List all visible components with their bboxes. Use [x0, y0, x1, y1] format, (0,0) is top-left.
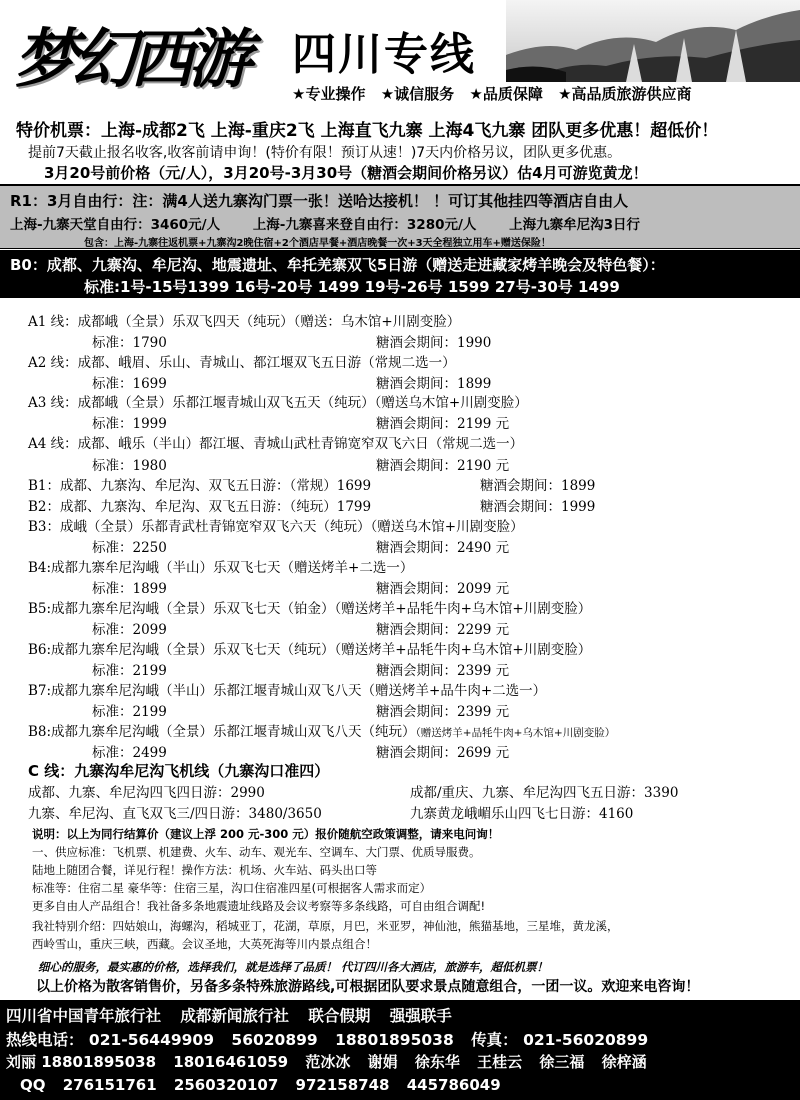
agency-list	[6, 1004, 466, 1026]
b0-prices: 标准:1号-15号1399 16号-20号 1499 19号-26号 1599 27号-30号 1499	[84, 278, 620, 296]
r1-items	[10, 213, 668, 233]
itinerary-title-gift: （赠送烤羊+品牦牛肉+乌木馆+川剧变脸）	[415, 727, 616, 739]
itinerary-title: A2 线：成都、峨眉、乐山、青城山、都江堰双飞五日游（常规二选一）	[28, 355, 456, 371]
note-line: 西岭雪山，重庆三峡，西藏。会议圣地，大英死海等川内景点组合！	[32, 937, 377, 951]
agency-name: 成都新闻旅行社	[180, 1007, 289, 1025]
waterfall-scenery-image	[506, 0, 800, 82]
itinerary-title-main: B8:成都九寨牟尼沟峨（全景）乐都江堰青城山双飞八天（纯玩）	[28, 724, 416, 740]
c-line-item: 成都、九寨、牟尼沟四飞四日游：2990	[28, 785, 265, 801]
qq-label: QQ	[20, 1076, 46, 1094]
itinerary-sugar-price: 糖酒会期间：1899	[376, 376, 492, 392]
itinerary-sugar-price: 糖酒会期间：1899	[480, 478, 596, 494]
contact-entry: 王桂云	[477, 1053, 523, 1071]
contact-entry: 徐梓涵	[601, 1053, 647, 1071]
r1-item: 上海-九寨天堂自由行：3460元/人	[10, 217, 221, 233]
note-line: 说明：以上为同行结算价（建议上浮 200 元-300 元）报价随航空政策调整，请来电问询！	[32, 827, 500, 841]
r1-heading: R1：3月自由行：注：满4人送九寨沟门票一张！送哈达接机！ ！可订其他挂四等酒店自由人	[10, 192, 629, 210]
contact-entry: 谢娟	[367, 1053, 398, 1071]
slogan-item: ★专业操作	[292, 85, 366, 103]
itinerary-price: 标准：2099	[92, 622, 167, 638]
itinerary-title	[28, 720, 615, 740]
qq-number[interactable]: 2560320107	[173, 1076, 279, 1094]
itinerary-sugar-price: 糖酒会期间：1999	[480, 499, 596, 515]
itinerary-price: 标准：1999	[92, 416, 167, 432]
itinerary-price: 标准：1899	[92, 581, 167, 597]
itinerary-title: A3 线：成都峨（全景）乐都江堰青城山双飞五天（纯玩）（赠送乌木馆+川剧变脸）	[28, 395, 528, 411]
itinerary-title: B6:成都九寨牟尼沟峨（全景）乐双飞七天（纯玩）（赠送烤羊+品牦牛肉+乌木馆+川剧变脸）	[28, 642, 592, 658]
hotline-number[interactable]: 56020899	[231, 1031, 318, 1049]
itinerary-price: 标准：1699	[92, 376, 167, 392]
itinerary-title: B3：成峨（全景）乐都青武杜青锦宽窄双飞六天（纯玩）（赠送乌木馆+川剧变脸）	[28, 519, 524, 535]
itinerary-list	[0, 306, 800, 776]
c-line-item: 九寨、牟尼沟、直飞双飞三/四日游：3480/3650	[28, 806, 322, 822]
b0-heading: B0：成都、九寨沟、牟尼沟、地震遗址、牟托羌寨双飞5日游（赠送走进藏家烤羊晚会及特色餐）：	[10, 256, 665, 274]
fax-label: 传真：	[471, 1031, 518, 1049]
c-line-item: 成都/重庆、九寨、牟尼沟四飞五日游：3390	[410, 785, 679, 801]
qq-number[interactable]: 276151761	[62, 1076, 157, 1094]
slogan-bar	[292, 83, 702, 104]
service-slogan: 细心的服务，最实惠的价格，选择我们，就是选择了品质！ 代订四川各大酒店，旅游车，超低机票！	[38, 960, 548, 974]
c-line-item: 九寨黄龙峨嵋乐山四飞七日游：4160	[410, 806, 634, 822]
fax-number: 021-56020899	[523, 1031, 649, 1049]
slogan-item: ★品质保障	[469, 85, 543, 103]
page-title: 四川专线	[292, 29, 476, 80]
promo-flight-line: 特价机票：上海-成都2飞 上海-重庆2飞 上海直飞九寨 上海4飞九寨 团队更多优惠！超低价！	[16, 121, 719, 141]
itinerary-title: B4:成都九寨牟尼沟峨（半山）乐双飞七天（赠送烤羊+二选一）	[28, 560, 414, 576]
slogan-item: ★高品质旅游供应商	[558, 85, 692, 103]
r1-includes: 包含：上海-九寨往返机票+九寨沟2晚住宿+2个酒店早餐+酒店晚餐一次+3天全程独立用车+赠送保险！	[84, 238, 551, 249]
hotline-label: 热线电话：	[6, 1031, 84, 1049]
itinerary-price: 标准：1980	[92, 458, 167, 474]
contact-entry: 范冰冰	[305, 1053, 351, 1071]
itinerary-price: 标准：2199	[92, 663, 167, 679]
qq-number[interactable]: 972158748	[295, 1076, 390, 1094]
slogan-item: ★诚信服务	[380, 85, 455, 103]
hotline-number[interactable]: 021-56449909	[88, 1031, 214, 1049]
promo-price-note: 3月20号前价格（元/人），3月20号-3月30号（糖酒会期间价格另议）估4月可游览黄龙！	[44, 164, 648, 182]
c-line-section	[0, 760, 800, 822]
note-line: 更多自由人产品组合！我社备多条地震遗址线路及会议考察等多条线路，可自由组合调配!	[32, 899, 486, 913]
contact-entry: 徐三福	[539, 1053, 585, 1071]
itinerary-sugar-price: 糖酒会期间：2099 元	[376, 581, 510, 597]
r1-free-travel-band	[0, 184, 800, 249]
hotline-row	[6, 1028, 660, 1050]
itinerary-sugar-price: 糖酒会期间：2399 元	[376, 663, 510, 679]
agency-name: 联合假期	[308, 1007, 371, 1025]
itinerary-title: A4 线：成都、峨乐（半山）都江堰、青城山武杜青锦宽窄双飞六日（常规二选一）	[28, 436, 524, 452]
itinerary-sugar-price: 糖酒会期间：2399 元	[376, 704, 510, 720]
c-line-heading: C 线：九寨沟牟尼沟飞机线（九寨沟口准四）	[28, 762, 330, 780]
note-line: 陆地上随团合餐，详见行程！操作方法：机场、火车站、码头出口等	[32, 863, 377, 877]
contacts-row	[6, 1051, 659, 1072]
contact-entry[interactable]: 18016461059	[173, 1053, 289, 1071]
itinerary-price: 标准：2499	[92, 745, 167, 761]
itinerary-price: 标准：2199	[92, 704, 167, 720]
b0-tour-band	[0, 250, 800, 298]
itinerary-price: 标准：2250	[92, 540, 167, 556]
qq-number[interactable]: 445786049	[406, 1076, 501, 1094]
contact-footer	[0, 1000, 800, 1100]
contact-entry: 徐东华	[414, 1053, 460, 1071]
itinerary-title: B5:成都九寨牟尼沟峨（全景）乐双飞七天（铂金）（赠送烤羊+品牦牛肉+乌木馆+川剧变脸）	[28, 601, 592, 617]
r1-item: 上海九寨牟尼沟3日行	[509, 217, 641, 233]
r1-item: 上海-九寨喜来登自由行：3280元/人	[252, 217, 477, 233]
agency-name: 强强联手	[389, 1007, 452, 1025]
promo-booking-note: 提前7天截止报名收客,收客前请申询！(特价有限！预订从速！)7天内价格另议，团队更多优惠。	[28, 145, 622, 161]
brand-logo: 梦幻西游	[14, 22, 246, 97]
note-line: 我社特别介绍：四姑娘山，海螺沟，稻城亚丁，花湖，草原，月巴，米亚罗，神仙池，熊猫基地，三星堆，黄龙溪，	[32, 919, 619, 933]
hotline-number[interactable]: 18801895038	[335, 1031, 454, 1049]
price-remark: 以上价格为散客销售价，另备多条特殊旅游路线,可根据团队要求景点随意组合，一团一议。欢迎来电咨询！	[36, 979, 700, 995]
itinerary-sugar-price: 糖酒会期间：2299 元	[376, 622, 510, 638]
itinerary-sugar-price: 糖酒会期间：1990	[376, 335, 492, 351]
itinerary-sugar-price: 糖酒会期间：2199 元	[376, 416, 510, 432]
itinerary-title: B2：成都、九寨沟、牟尼沟、双飞五日游：（纯玩）1799	[28, 499, 372, 515]
note-line: 标准等：住宿二星 豪华等：住宿三星，沟口住宿准四星(可根据客人需求而定）	[32, 881, 432, 895]
itinerary-title: A1 线：成都峨（全景）乐双飞四天（纯玩）（赠送：乌木馆+川剧变脸）	[28, 314, 461, 330]
itinerary-title: B1：成都、九寨沟、牟尼沟、双飞五日游：（常规）1699	[28, 478, 372, 494]
note-line: 一、供应标准：飞机票、机建费、火车、动车、观光车、空调车、大门票、优质导服费。	[32, 845, 481, 859]
itinerary-sugar-price: 糖酒会期间：2490 元	[376, 540, 510, 556]
qq-row	[20, 1076, 513, 1094]
contact-entry[interactable]: 刘丽 18801895038	[6, 1053, 157, 1071]
agency-name: 四川省中国青年旅行社	[6, 1007, 162, 1025]
itinerary-sugar-price: 糖酒会期间：2699 元	[376, 745, 510, 761]
itinerary-price: 标准：1790	[92, 335, 167, 351]
itinerary-title: B7:成都九寨牟尼沟峨（半山）乐都江堰青城山双飞八天（赠送烤羊+品牛肉+二选一）	[28, 683, 547, 699]
itinerary-sugar-price: 糖酒会期间：2190 元	[376, 458, 510, 474]
